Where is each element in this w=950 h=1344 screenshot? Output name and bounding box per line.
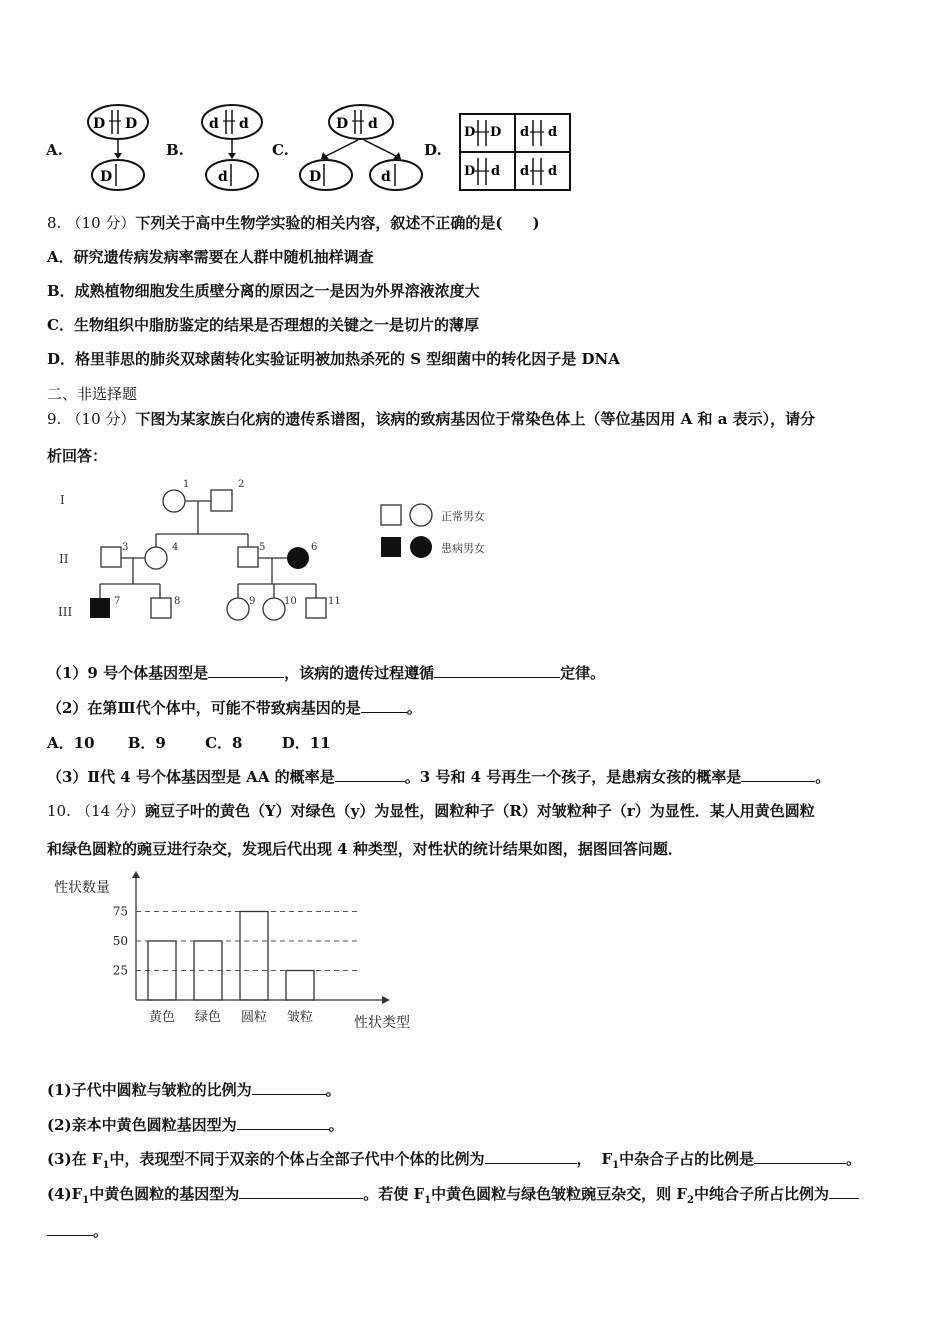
q9-stem-line2: 析回答： <box>47 447 108 465</box>
svg-text:D: D <box>309 169 322 185</box>
svg-text:d: d <box>548 125 558 140</box>
q9-sub2-options <box>47 732 331 753</box>
x-tick-label: 皱粒 <box>286 1010 314 1025</box>
q9-option-a[interactable]: A．10 <box>47 734 95 752</box>
q8-option-b[interactable]: B．成熟植物细胞发生质壁分离的原因之一是因为外界溶液浓度大 <box>47 282 480 300</box>
individual-5 <box>238 547 258 567</box>
q8-option-a[interactable]: A．研究遗传病发病率需要在人群中随机抽样调查 <box>47 248 374 266</box>
option-a-diagram <box>78 100 158 194</box>
answer-blank[interactable] <box>829 1184 859 1199</box>
svg-text:11: 11 <box>328 596 341 607</box>
q10-sub1: (1)子代中圆粒与皱粒的比例为 。 <box>47 1081 341 1099</box>
q9-stem-line1: 9. （10 分）下图为某家族白化病的遗传系谱图，该病的致病基因位于常染色体上（等位基因用 A 和 a 表示），请分 <box>47 410 816 428</box>
bar-0 <box>148 941 176 1000</box>
q10-sub3: (3)在 $F_1$中，表现型不同于双亲的个体占全部子代中个体的比例为 ， $F_1$中杂合子占的比例是 。 <box>47 1150 862 1171</box>
q9-option-d[interactable]: D．11 <box>281 734 331 752</box>
option-b-diagram <box>192 100 272 194</box>
q9-sub3: （3）Ⅱ代 4 号个体基因型是 AA 的概率是 。3 号和 4 号再生一个孩子，是患病女孩的概率是 。 <box>47 768 831 786</box>
answer-blank[interactable] <box>208 663 284 678</box>
answer-blank[interactable] <box>741 767 815 782</box>
svg-text:d: d <box>239 116 249 132</box>
generation-i-label: I <box>60 493 65 507</box>
answer-blank[interactable] <box>361 698 407 713</box>
svg-text:d: d <box>368 116 378 132</box>
individual-2 <box>211 490 232 511</box>
chart-xlabel: 性状类型 <box>354 1015 410 1031</box>
svg-text:d: d <box>381 169 391 185</box>
y-tick-label: 50 <box>112 934 128 948</box>
y-tick-label: 25 <box>112 963 128 978</box>
legend-affected-label: 患病男女 <box>441 542 485 555</box>
individual-7 <box>90 598 110 618</box>
svg-text:D: D <box>336 116 349 132</box>
svg-text:D: D <box>464 125 476 140</box>
q10-stem-line1: 10. （14 分）豌豆子叶的黄色（Y）对绿色（y）为显性，圆粒种子（R）对皱粒种子（r）为显性．某人用黄色圆粒 <box>47 802 815 820</box>
answer-blank[interactable] <box>47 1221 93 1236</box>
svg-text:d: d <box>548 164 558 179</box>
q9-sub1: （1）9 号个体基因型是 ，该病的遗传过程遵循 定律。 <box>47 664 606 682</box>
generation-ii-label: II <box>59 552 69 566</box>
answer-blank[interactable] <box>485 1149 577 1164</box>
svg-text:6: 6 <box>311 542 318 553</box>
answer-blank[interactable] <box>434 663 560 678</box>
individual-4 <box>145 547 167 569</box>
section-heading: 二、非选择题 <box>47 385 138 403</box>
answer-blank[interactable] <box>237 1115 329 1130</box>
x-tick-label: 绿色 <box>194 1010 222 1025</box>
q10-sub4-continued: 。 <box>47 1220 108 1241</box>
svg-text:8: 8 <box>174 596 181 607</box>
q8-option-c[interactable]: C．生物组织中脂肪鉴定的结果是否理想的关键之一是切片的薄厚 <box>47 316 479 334</box>
q9-sub2: （2）在第Ⅲ代个体中，可能不带致病基因的是 。 <box>47 699 422 717</box>
svg-text:2: 2 <box>238 479 245 490</box>
svg-text:7: 7 <box>114 596 121 607</box>
q10-sub4: $(4)F_1$中黄色圆粒的基因型为 。若使 $F_1$中黄色圆粒与绿色皱粒豌豆杂交，则 $F_2$中纯合子所占比例为 <box>47 1183 859 1206</box>
y-tick-label: 75 <box>112 904 128 919</box>
pedigree-legend <box>378 500 518 564</box>
svg-text:10: 10 <box>284 596 297 607</box>
answer-blank[interactable] <box>252 1080 326 1095</box>
svg-text:d: d <box>491 164 501 179</box>
svg-text:D: D <box>93 116 106 132</box>
bar-2 <box>240 912 268 1001</box>
svg-text:D: D <box>490 125 502 140</box>
answer-blank[interactable] <box>335 767 405 782</box>
individual-3 <box>101 547 121 567</box>
svg-text:3: 3 <box>122 542 129 553</box>
q10-stem-line2: 和绿色圆粒的豌豆进行杂交，发现后代出现 4 种类型，对性状的统计结果如图，据图回答问题． <box>47 840 683 858</box>
answer-blank[interactable] <box>239 1184 363 1199</box>
svg-text:9: 9 <box>249 596 256 607</box>
svg-text:D: D <box>464 164 476 179</box>
q8-option-d[interactable]: D．格里菲思的肺炎双球菌转化实验证明被加热杀死的 S 型细菌中的转化因子是 DNA <box>47 350 620 368</box>
svg-text:D: D <box>125 116 138 132</box>
generation-iii-label: III <box>58 605 73 619</box>
svg-text:d: d <box>520 164 530 179</box>
trait-count-bar-chart <box>48 870 428 1040</box>
option-c-label: C. <box>272 141 289 159</box>
svg-text:D: D <box>100 169 113 185</box>
option-c-diagram <box>296 100 426 194</box>
individual-11 <box>306 598 326 618</box>
x-tick-label: 圆粒 <box>240 1010 268 1025</box>
q10-sub2: (2)亲本中黄色圆粒基因型为 。 <box>47 1116 344 1134</box>
option-d-diagram <box>458 112 574 192</box>
individual-1 <box>163 490 185 512</box>
x-tick-label: 黄色 <box>148 1010 176 1025</box>
individual-6 <box>287 547 309 569</box>
q8-stem: 8. （10 分）下列关于高中生物学实验的相关内容，叙述不正确的是( ) <box>47 214 540 232</box>
svg-text:4: 4 <box>172 542 179 553</box>
option-a-label: A. <box>46 141 63 159</box>
chart-ylabel: 性状数量 <box>54 880 110 896</box>
svg-text:1: 1 <box>183 479 190 490</box>
option-b-label: B. <box>166 141 184 159</box>
svg-text:d: d <box>218 169 228 185</box>
svg-text:5: 5 <box>259 542 266 553</box>
answer-blank[interactable] <box>754 1149 846 1164</box>
option-d-label: D. <box>424 141 442 159</box>
q9-option-b[interactable]: B．9 <box>127 734 166 752</box>
q9-option-c[interactable]: C．8 <box>205 734 243 752</box>
svg-text:d: d <box>520 125 530 140</box>
pedigree-chart <box>50 472 350 632</box>
svg-text:d: d <box>209 116 219 132</box>
individual-8 <box>151 598 171 618</box>
individual-9 <box>227 598 249 620</box>
individual-10 <box>263 598 285 620</box>
bar-3 <box>286 971 314 1001</box>
legend-normal-label: 正常男女 <box>441 510 485 523</box>
